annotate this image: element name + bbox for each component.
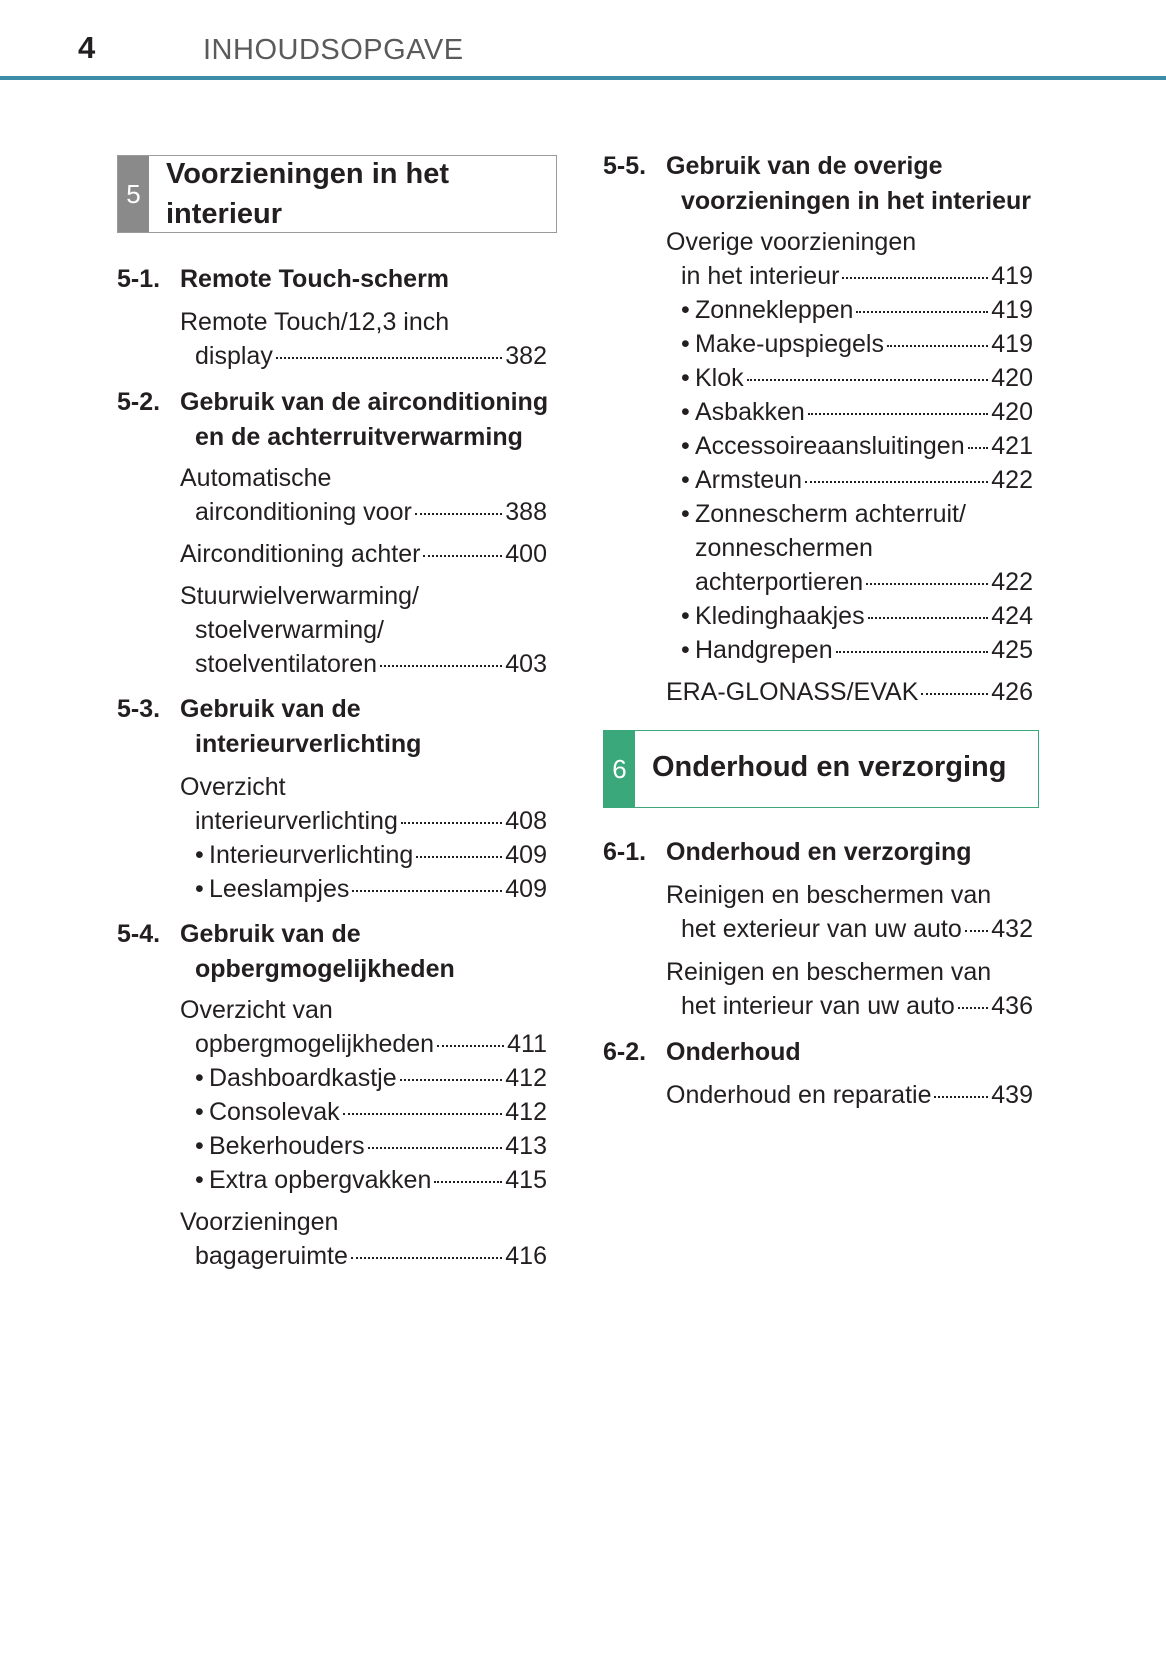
toc-entry-text: Armsteun <box>695 466 802 494</box>
page-ref: 408 <box>505 807 547 835</box>
chapter-number: 6 <box>604 731 635 807</box>
toc-entry-text: het exterieur van uw auto <box>681 915 962 943</box>
page-ref: 419 <box>991 262 1033 290</box>
bullet-icon: • <box>195 1132 204 1160</box>
toc-entry[interactable] <box>195 804 547 839</box>
section-title: Gebruik van de <box>180 920 361 948</box>
page-ref: 400 <box>505 540 547 568</box>
leader-dots <box>921 693 988 695</box>
page-ref: 413 <box>505 1132 547 1160</box>
page-ref: 422 <box>991 568 1033 596</box>
page-ref: 422 <box>991 466 1033 494</box>
leader-dots <box>958 1007 989 1009</box>
toc-entry-text: display <box>195 342 273 370</box>
leader-dots <box>415 513 502 515</box>
toc-entry-text: Asbakken <box>695 398 805 426</box>
toc-entry-text: bagageruimte <box>195 1242 348 1270</box>
toc-subentry[interactable] <box>681 395 1033 430</box>
section-title: Gebruik van de overige <box>666 152 943 180</box>
section-5-3[interactable] <box>117 692 557 762</box>
page-ref: 388 <box>505 498 547 526</box>
toc-entry-text: stoelventilatoren <box>195 650 378 678</box>
toc-subentry[interactable] <box>681 599 1033 634</box>
toc-subentry[interactable] <box>681 327 1033 362</box>
leader-dots <box>351 1257 502 1259</box>
leader-dots <box>401 822 502 824</box>
page-ref: 420 <box>991 364 1033 392</box>
toc-entry[interactable] <box>195 1239 547 1274</box>
toc-entry-text: ERA-GLONASS/EVAK <box>666 678 919 706</box>
chapter-6-heading[interactable] <box>603 730 1039 808</box>
leader-dots <box>400 1079 503 1081</box>
page-ref: 409 <box>505 875 547 903</box>
bullet-icon: • <box>681 432 690 460</box>
leader-dots <box>352 890 502 892</box>
leader-dots <box>434 1181 502 1183</box>
bullet-icon: • <box>681 602 690 630</box>
toc-entry-line: stoelverwarming/ <box>195 616 384 644</box>
toc-entry[interactable] <box>195 339 547 374</box>
leader-dots <box>842 277 988 279</box>
page-ref: 419 <box>991 296 1033 324</box>
section-title-cont: en de achterruitverwarming <box>195 423 523 451</box>
bullet-icon: • <box>195 1166 204 1194</box>
toc-subentry[interactable] <box>195 1061 547 1096</box>
page-ref: 436 <box>991 992 1033 1020</box>
toc-entry-line: Reinigen en beschermen van <box>666 958 992 986</box>
page-header <box>0 0 1166 82</box>
page-ref: 424 <box>991 602 1033 630</box>
bullet-icon: • <box>195 1064 204 1092</box>
section-number: 5-4. <box>117 920 161 948</box>
toc-entry[interactable] <box>195 495 547 530</box>
leader-dots <box>856 311 988 313</box>
leader-dots <box>866 583 988 585</box>
toc-subentry[interactable] <box>681 463 1033 498</box>
leader-dots <box>416 856 502 858</box>
toc-subentry[interactable] <box>195 1129 547 1164</box>
toc-subentry[interactable] <box>195 1095 547 1130</box>
toc-entry-text: in het interieur <box>681 262 840 290</box>
page-ref: 409 <box>505 841 547 869</box>
leader-dots <box>808 413 988 415</box>
toc-entry-line: Overige voorzieningen <box>666 228 917 256</box>
leader-dots <box>805 481 988 483</box>
page-ref: 415 <box>505 1166 547 1194</box>
bullet-icon: • <box>195 841 204 869</box>
section-number: 6-2. <box>603 1038 647 1066</box>
toc-subentry[interactable] <box>695 565 1033 600</box>
bullet-icon: • <box>681 636 690 664</box>
section-5-4[interactable] <box>117 917 557 987</box>
leader-dots <box>836 651 989 653</box>
leader-dots <box>380 665 502 667</box>
section-number: 6-1. <box>603 838 647 866</box>
toc-entry-line: Overzicht <box>180 773 286 801</box>
leader-dots <box>276 357 502 359</box>
toc-entry[interactable] <box>681 912 1033 947</box>
toc-entry-text: Airconditioning achter <box>180 540 421 568</box>
section-6-1[interactable] <box>603 835 1048 870</box>
toc-entry-line: Remote Touch/12,3 inch <box>180 308 450 336</box>
section-title: Gebruik van de airconditioning <box>180 388 549 416</box>
page-ref: 419 <box>991 330 1033 358</box>
toc-entry[interactable] <box>666 675 1033 710</box>
toc-subentry[interactable] <box>681 361 1033 396</box>
page-ref: 426 <box>991 678 1033 706</box>
page-ref: 412 <box>505 1064 547 1092</box>
toc-entry-text: Accessoireaansluitingen <box>695 432 965 460</box>
bullet-icon: • <box>681 296 690 324</box>
page-ref: 382 <box>505 342 547 370</box>
section-number: 5-3. <box>117 695 161 723</box>
toc-entry-text: opbergmogelijkheden <box>195 1030 435 1058</box>
toc-entry-line: Voorzieningen <box>180 1208 339 1236</box>
leader-dots <box>868 617 989 619</box>
toc-subentry[interactable] <box>195 838 547 873</box>
toc-entry-text: Extra opbergvakken <box>209 1166 432 1194</box>
toc-entry-text: Bekerhouders <box>209 1132 365 1160</box>
toc-entry-text: Consolevak <box>209 1098 340 1126</box>
bullet-icon: • <box>681 500 690 528</box>
toc-entry[interactable] <box>180 537 547 572</box>
chapter-title: Onderhoud en verzorging <box>652 751 1007 783</box>
chapter-number: 5 <box>118 156 149 232</box>
toc-entry-text: Interieurverlichting <box>209 841 414 869</box>
leader-dots <box>437 1045 504 1047</box>
toc-entry-text: Dashboardkastje <box>209 1064 397 1092</box>
toc-entry-text: interieurverlichting <box>195 807 398 835</box>
section-title: Onderhoud en verzorging <box>666 838 972 866</box>
toc-subentry[interactable] <box>681 633 1033 668</box>
leader-dots <box>747 379 989 381</box>
page-ref: 421 <box>991 432 1033 460</box>
toc-entry-text: airconditioning voor <box>195 498 412 526</box>
page-ref: 425 <box>991 636 1033 664</box>
section-title: Gebruik van de <box>180 695 361 723</box>
toc-entry-line: zonneschermen <box>695 534 873 562</box>
toc-entry-text: Zonnekleppen <box>695 296 854 324</box>
page-ref: 416 <box>505 1242 547 1270</box>
section-title-cont: voorzieningen in het interieur <box>681 187 1032 215</box>
toc-entry[interactable] <box>195 647 547 682</box>
toc-entry-text: Handgrepen <box>695 636 833 664</box>
toc-entry[interactable] <box>666 1078 1033 1113</box>
bullet-icon: • <box>195 875 204 903</box>
toc-entry-text: Make-upspiegels <box>695 330 884 358</box>
leader-dots <box>887 345 988 347</box>
toc-subentry[interactable] <box>681 429 1033 464</box>
bullet-icon: • <box>681 466 690 494</box>
section-5-1[interactable] <box>117 262 557 297</box>
section-6-2[interactable] <box>603 1035 1048 1070</box>
chapter-5-heading[interactable] <box>117 155 557 233</box>
bullet-icon: • <box>195 1098 204 1126</box>
section-number: 5-1. <box>117 265 161 293</box>
page-title: INHOUDSOPGAVE <box>203 34 464 66</box>
header-rule <box>0 76 1166 80</box>
section-title: Onderhoud <box>666 1038 801 1066</box>
section-title: Remote Touch-scherm <box>180 265 450 293</box>
toc-entry-text: achterportieren <box>695 568 864 596</box>
chapter-title-line2: interieur <box>166 198 283 230</box>
toc-subentry[interactable] <box>195 1163 547 1198</box>
toc-subentry[interactable] <box>681 293 1033 328</box>
leader-dots <box>368 1147 503 1149</box>
section-title-cont: interieurverlichting <box>195 730 422 758</box>
bullet-icon: • <box>681 364 690 392</box>
section-number: 5-2. <box>117 388 161 416</box>
toc-entry-line <box>681 497 966 532</box>
section-number: 5-5. <box>603 152 647 180</box>
toc-entry[interactable] <box>681 989 1033 1024</box>
toc-subentry[interactable] <box>195 872 547 907</box>
toc-entry-text: Kledinghaakjes <box>695 602 865 630</box>
section-5-2[interactable] <box>117 385 557 455</box>
leader-dots <box>968 447 989 449</box>
toc-entry-text: Klok <box>695 364 744 392</box>
page-ref: 439 <box>991 1081 1033 1109</box>
toc-entry-line: Stuurwielverwarming/ <box>180 582 419 610</box>
toc-entry[interactable] <box>681 259 1033 294</box>
toc-entry-text: Onderhoud en reparatie <box>666 1081 932 1109</box>
bullet-icon: • <box>681 330 690 358</box>
leader-dots <box>343 1113 503 1115</box>
page-ref: 412 <box>505 1098 547 1126</box>
toc-entry-text: het interieur van uw auto <box>681 992 955 1020</box>
section-title-cont: opbergmogelijkheden <box>195 955 455 983</box>
page-ref: 432 <box>991 915 1033 943</box>
page-number: 4 <box>78 30 96 65</box>
toc-entry-line: Reinigen en beschermen van <box>666 881 992 909</box>
page-ref: 420 <box>991 398 1033 426</box>
section-5-5[interactable] <box>603 149 1048 219</box>
bullet-icon: • <box>681 398 690 426</box>
page-ref: 403 <box>505 650 547 678</box>
chapter-title-line1: Voorzieningen in het <box>166 158 450 190</box>
leader-dots <box>423 555 502 557</box>
leader-dots <box>965 930 989 932</box>
page-ref: 411 <box>507 1030 547 1058</box>
toc-entry-line: Overzicht van <box>180 996 333 1024</box>
toc-entry-text: Leeslampjes <box>209 875 350 903</box>
leader-dots <box>934 1096 988 1098</box>
toc-entry-text: Zonnescherm achterruit/ <box>695 500 966 528</box>
toc-entry-line: Automatische <box>180 464 332 492</box>
toc-entry[interactable] <box>195 1027 547 1062</box>
